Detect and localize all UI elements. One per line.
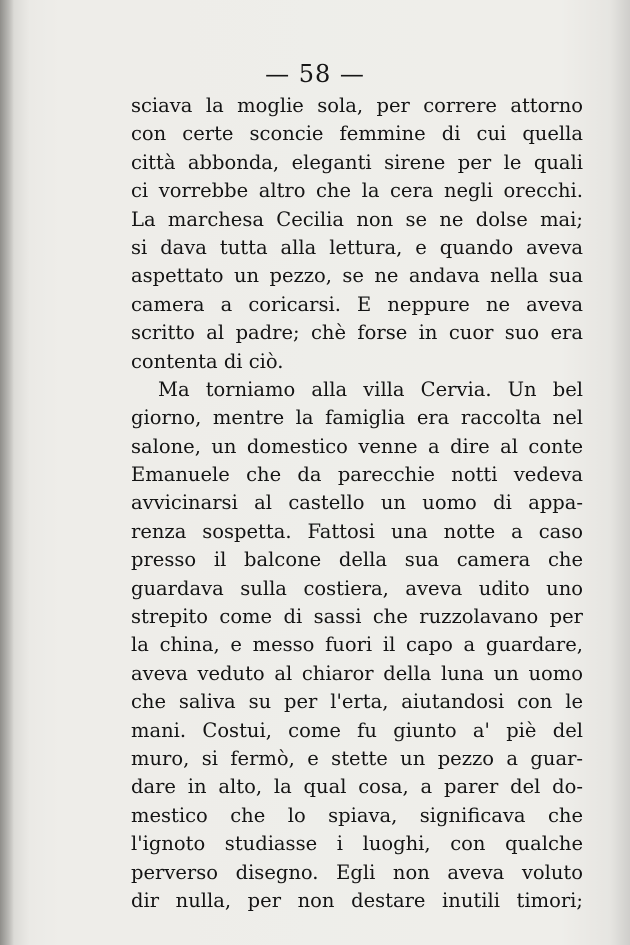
text-line: strepito come di sassi che ruzzolavano per bbox=[131, 605, 583, 629]
text-line: città abbonda, eleganti sirene per le quali bbox=[131, 150, 583, 174]
text-line: presso il balcone della sua camera che bbox=[131, 548, 583, 572]
text-line: mestico che lo spiava, significava che bbox=[131, 803, 583, 827]
text-line: salone, un domestico venne a dire al conte bbox=[131, 434, 583, 458]
text-line: giorno, mentre la famiglia era raccolta nel bbox=[131, 406, 583, 430]
text-line: mani. Costui, come fu giunto a' piè del bbox=[131, 718, 583, 742]
text-line: aveva veduto al chiaror della luna un uomo bbox=[131, 661, 583, 685]
text-line: si dava tutta alla lettura, e quando aveva bbox=[131, 235, 583, 259]
page-gutter bbox=[0, 0, 14, 945]
paragraph-start-line: Ma torniamo alla villa Cervia. Un bel bbox=[158, 377, 583, 401]
text-line: sciava la moglie sola, per correre attorno bbox=[131, 94, 583, 117]
body-text bbox=[131, 92, 583, 915]
page-number: — 58 — bbox=[265, 60, 365, 88]
text-line: muro, si fermò, e stette un pezzo a guar- bbox=[131, 746, 583, 770]
text-line: avvicinarsi al castello un uomo di appa- bbox=[131, 491, 583, 515]
text-line: camera a coricarsi. E neppure ne aveva bbox=[131, 292, 583, 316]
text-line: con certe sconcie femmine di cui quella bbox=[131, 122, 583, 146]
text-line: La marchesa Cecilia non se ne dolse mai; bbox=[131, 207, 583, 231]
text-line: aspettato un pezzo, se ne andava nella sua bbox=[131, 264, 583, 288]
text-line: ci vorrebbe altro che la cera negli orecchi. bbox=[131, 179, 583, 203]
text-line: perverso disegno. Egli non aveva voluto bbox=[131, 860, 583, 884]
text-line: renza sospetta. Fattosi una notte a caso bbox=[131, 519, 583, 543]
text-line: dir nulla, per non destare inutili timori; bbox=[131, 888, 583, 912]
text-line: guardava sulla costiera, aveva udito uno bbox=[131, 576, 583, 600]
text-line: scritto al padre; chè forse in cuor suo era bbox=[131, 321, 583, 345]
text-line: che saliva su per l'erta, aiutandosi con le bbox=[131, 690, 583, 714]
paragraph-end-line: contenta di ciò. bbox=[131, 349, 284, 373]
text-line: l'ignoto studiasse i luoghi, con qualche bbox=[131, 832, 583, 856]
text-line: dare in alto, la qual cosa, a parer del do- bbox=[131, 775, 583, 799]
text-line: Emanuele che da parecchie notti vedeva bbox=[131, 463, 583, 487]
text-line: la china, e messo fuori il capo a guardare, bbox=[131, 633, 583, 657]
